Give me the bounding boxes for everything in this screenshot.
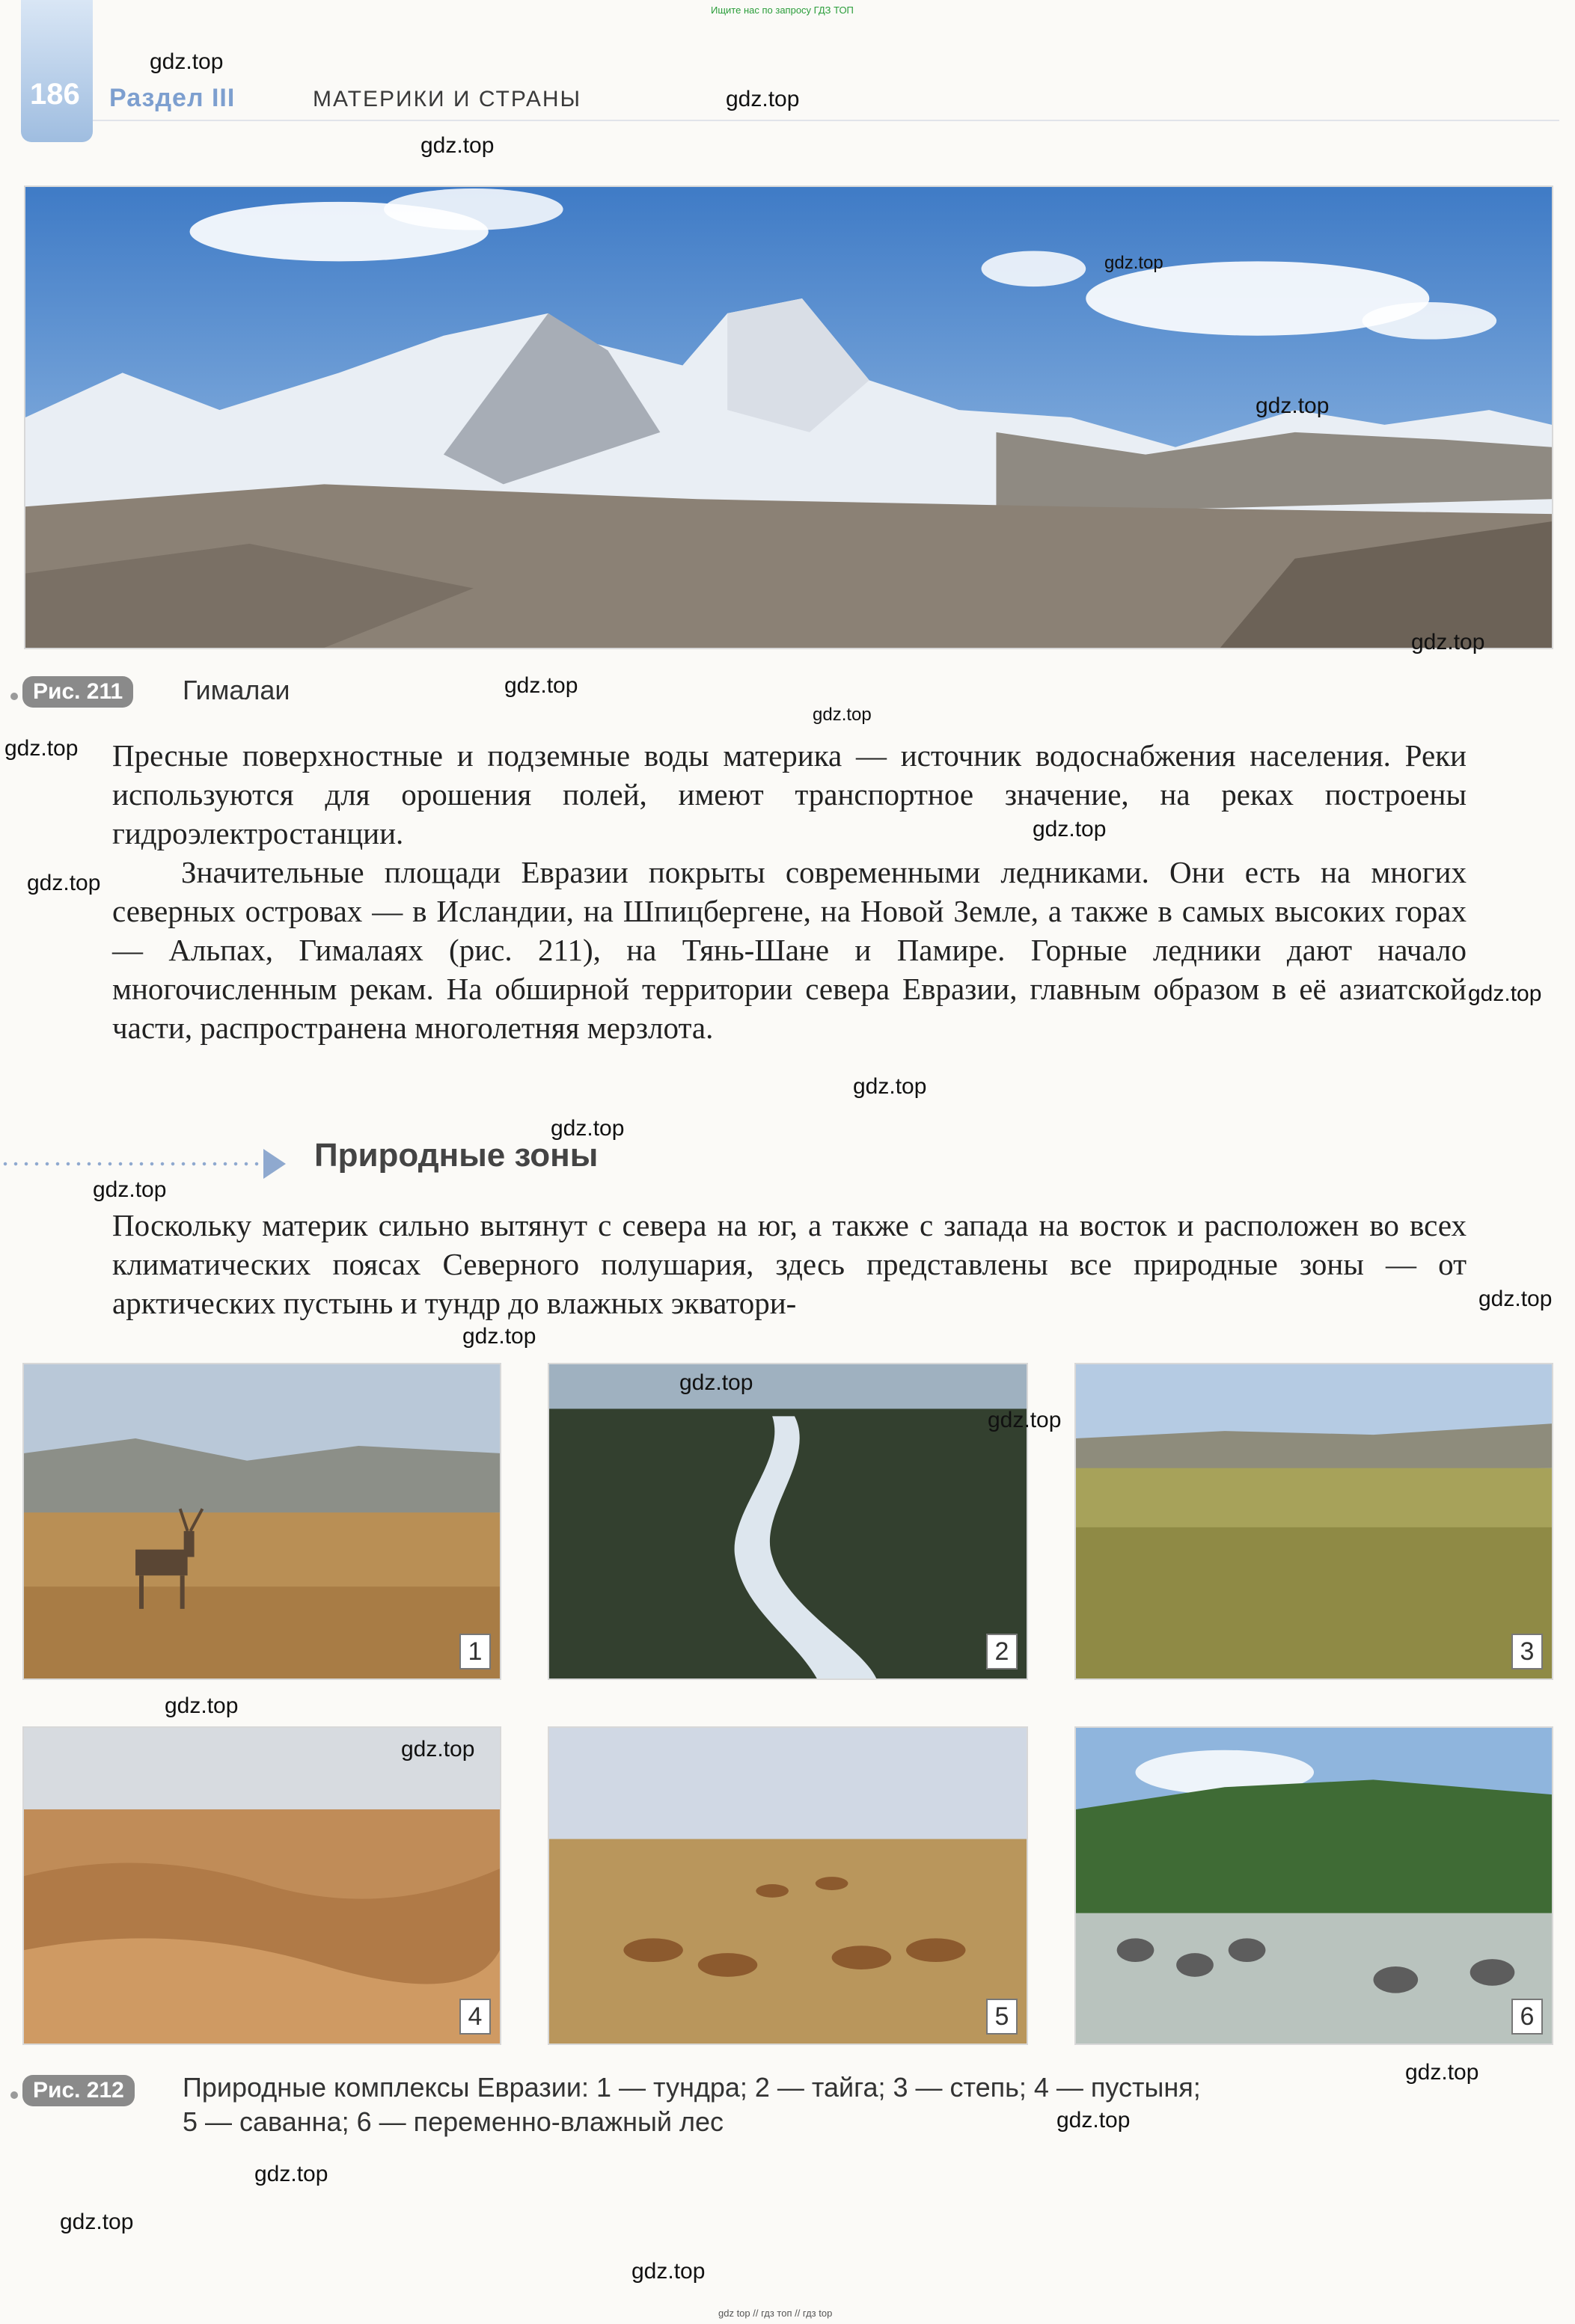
watermark: gdz.top	[150, 49, 224, 74]
heading-arrow-icon	[263, 1149, 286, 1179]
section-heading: Природные зоны	[314, 1137, 599, 1174]
photo-tundra	[22, 1363, 501, 1680]
chapter-title: МАТЕРИКИ И СТРАНЫ	[313, 87, 582, 111]
watermark: gdz.top	[726, 87, 800, 111]
paragraph-zones: Поскольку материк сильно вытянут с севера на юг, а также с запада на восток и расположен во всех климатических поясах Северного полушария, здесь представлены все природные зоны — от арктических пустынь и тундр до влажных экватори-	[112, 1208, 1467, 1320]
watermark: gdz.top	[988, 1408, 1062, 1432]
watermark: gdz.top	[420, 133, 495, 158]
figure-212-caption-line-1: Природные комплексы Евразии: 1 — тундра; 2 — тайга; 3 — степь; 4 — пустыня;	[183, 2072, 1201, 2103]
figure-212-badge: Рис. 212	[22, 2075, 135, 2106]
photo-taiga	[548, 1363, 1028, 1680]
photo-forest	[1074, 1726, 1553, 2045]
caption-bullet	[10, 2091, 18, 2099]
watermark: gdz.top	[165, 1693, 239, 1718]
photo-desert	[22, 1726, 501, 2045]
paragraph-glaciers: Значительные площади Евразии покрыты современными ледниками. Они есть на многих северных островах — в Исландии, на Шпицбергене, на Новой Земле, а также в самых высоких горах — Альпах, Гималаях (рис. 211), на Тянь-Шане и Памире. Горные ледники дают начало многочисленным рекам. На обширной территории севера Евразии, главным образом в её азиатской части, распространена многолетняя мерзлота.	[112, 855, 1467, 1045]
watermark: gdz.top	[1478, 1287, 1553, 1311]
photo-number: 3	[1511, 1634, 1543, 1670]
natural-zones-text	[112, 1206, 1467, 1322]
watermark: gdz.top	[27, 871, 101, 895]
watermark: gdz.top	[1033, 817, 1107, 841]
photo-savanna	[548, 1726, 1028, 2045]
footer-note: gdz top // гдз топ // гдз top	[718, 2308, 833, 2319]
top-search-note: Ищите нас по запросу ГДЗ ТОП	[711, 4, 854, 16]
photo-number: 1	[459, 1634, 491, 1670]
watermark: gdz.top	[813, 705, 872, 725]
watermark: gdz.top	[1411, 630, 1485, 654]
watermark: gdz.top	[1468, 981, 1542, 1006]
photo-number: 5	[986, 1999, 1018, 2035]
photo-number: 4	[459, 1999, 491, 2035]
watermark: gdz.top	[462, 1324, 536, 1349]
page-tab	[21, 0, 93, 142]
figure-212-caption-line-2: 5 — саванна; 6 — переменно-влажный лес	[183, 2106, 724, 2137]
heading-dotted-line	[0, 1162, 262, 1166]
watermark: gdz.top	[1256, 393, 1330, 418]
water-resources-text	[112, 736, 1467, 1047]
watermark: gdz.top	[254, 2162, 328, 2186]
photo-number: 2	[986, 1634, 1018, 1670]
watermark: gdz.top	[1104, 253, 1163, 273]
watermark: gdz.top	[631, 2259, 706, 2284]
figure-211-badge: Рис. 211	[22, 676, 133, 708]
watermark: gdz.top	[853, 1074, 927, 1099]
header-divider	[93, 120, 1559, 121]
paragraph-water: Пресные поверхностные и подземные воды материка — источник водоснабжения населения. Реки используются для орошения полей, имеют транспортное значение, на реках построены гидроэлектростанции.	[112, 738, 1467, 850]
figure-211-caption: Гималаи	[183, 675, 290, 705]
watermark: gdz.top	[4, 736, 79, 761]
watermark: gdz.top	[1405, 2060, 1479, 2085]
watermark: gdz.top	[60, 2210, 134, 2234]
watermark: gdz.top	[93, 1177, 167, 1202]
section-label: Раздел III	[109, 84, 236, 112]
watermark: gdz.top	[504, 673, 578, 698]
watermark: gdz.top	[1056, 2108, 1131, 2133]
page-number: 186	[30, 78, 80, 111]
photo-steppe	[1074, 1363, 1553, 1680]
photo-number: 6	[1511, 1999, 1543, 2035]
caption-bullet	[10, 693, 18, 700]
watermark: gdz.top	[679, 1370, 753, 1395]
watermark: gdz.top	[551, 1116, 625, 1141]
watermark: gdz.top	[401, 1737, 475, 1762]
